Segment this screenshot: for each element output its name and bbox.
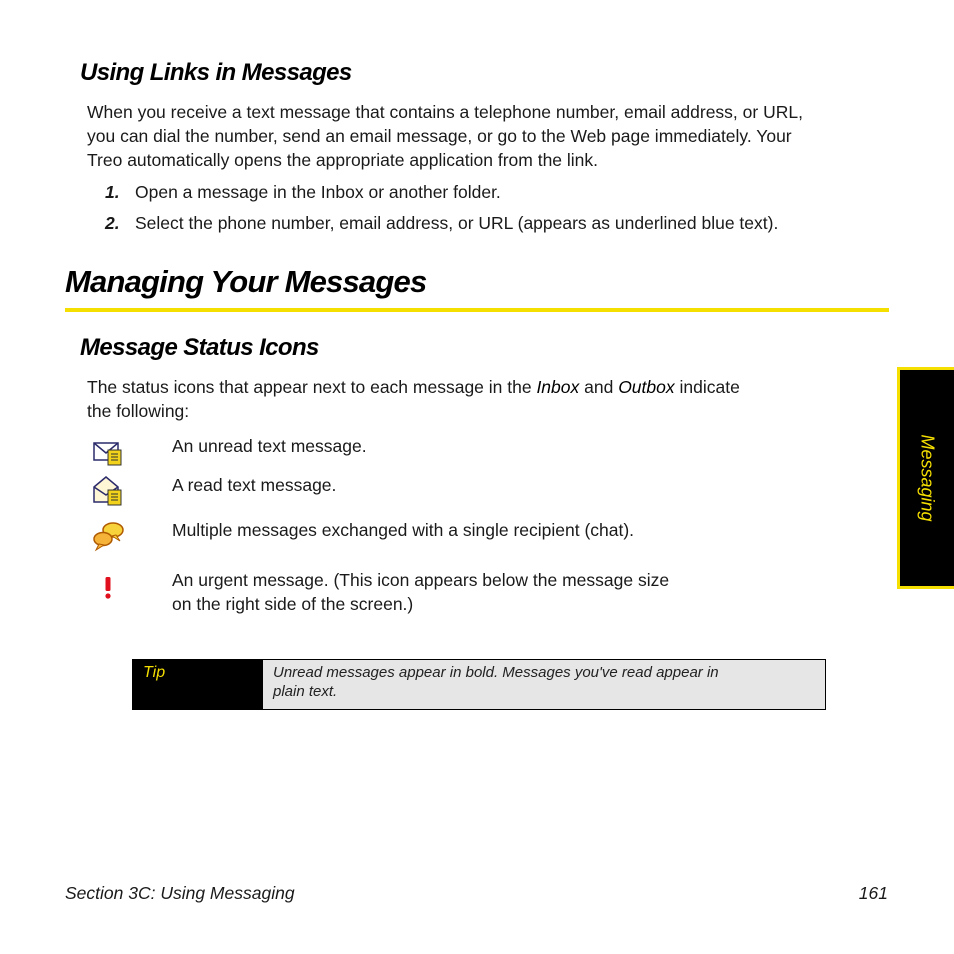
tip-box: [132, 659, 826, 710]
step-item: [105, 211, 885, 235]
paragraph-line: you can dial the number, send an email message, or go to the Web page immediately. Your: [87, 126, 792, 146]
icon-row-urgent: [92, 568, 792, 616]
section-side-tab: [897, 367, 954, 589]
read-envelope-icon: [92, 473, 126, 507]
tip-text-line: plain text.: [273, 683, 338, 700]
outbox-term: Outbox: [618, 377, 675, 397]
icon-description: A read text message.: [172, 475, 337, 495]
footer-section: Section 3C: Using Messaging: [65, 883, 295, 903]
icon-description: [172, 568, 752, 616]
tip-text: [263, 660, 825, 709]
icon-row-read: [92, 473, 792, 507]
urgent-exclamation-icon: [92, 568, 126, 602]
section-heading-status-icons: Message Status Icons: [80, 334, 319, 361]
paragraph-line: Treo automatically opens the appropriate application from the link.: [87, 150, 599, 170]
title-rule: [65, 308, 889, 312]
page-number: 161: [858, 883, 888, 903]
intro-paragraph: [87, 100, 897, 172]
intro-text: and: [579, 377, 619, 397]
side-tab-label: Messaging: [917, 434, 938, 522]
step-number: 1.: [105, 182, 120, 202]
intro-text: indicate: [674, 377, 740, 397]
step-number: 2.: [105, 213, 120, 233]
page-title: Managing Your Messages: [65, 264, 427, 299]
intro-text: the following:: [87, 401, 190, 421]
unread-envelope-icon: [92, 434, 126, 468]
icon-row-unread: [92, 434, 792, 468]
tip-text-line: Unread messages appear in bold. Messages you've read appear in: [273, 664, 719, 681]
status-intro: [87, 375, 847, 423]
step-item: [105, 180, 885, 204]
step-text: Open a message in the Inbox or another folder.: [135, 182, 501, 202]
icon-description: Multiple messages exchanged with a single recipient (chat).: [172, 520, 635, 540]
icon-description: An unread text message.: [172, 436, 367, 456]
desc-line: An urgent message. (This icon appears below the message size: [172, 570, 670, 590]
desc-line: on the right side of the screen.): [172, 594, 414, 614]
icon-row-chat: [92, 518, 792, 554]
step-text: Select the phone number, email address, or URL (appears as underlined blue text).: [135, 213, 779, 233]
section-heading-using-links: Using Links in Messages: [80, 59, 352, 86]
chat-bubbles-icon: [92, 518, 126, 552]
intro-text: The status icons that appear next to each message in the: [87, 377, 537, 397]
paragraph-line: When you receive a text message that contains a telephone number, email address, or URL,: [87, 102, 803, 122]
tip-label: Tip: [133, 660, 263, 709]
inbox-term: Inbox: [536, 377, 580, 397]
